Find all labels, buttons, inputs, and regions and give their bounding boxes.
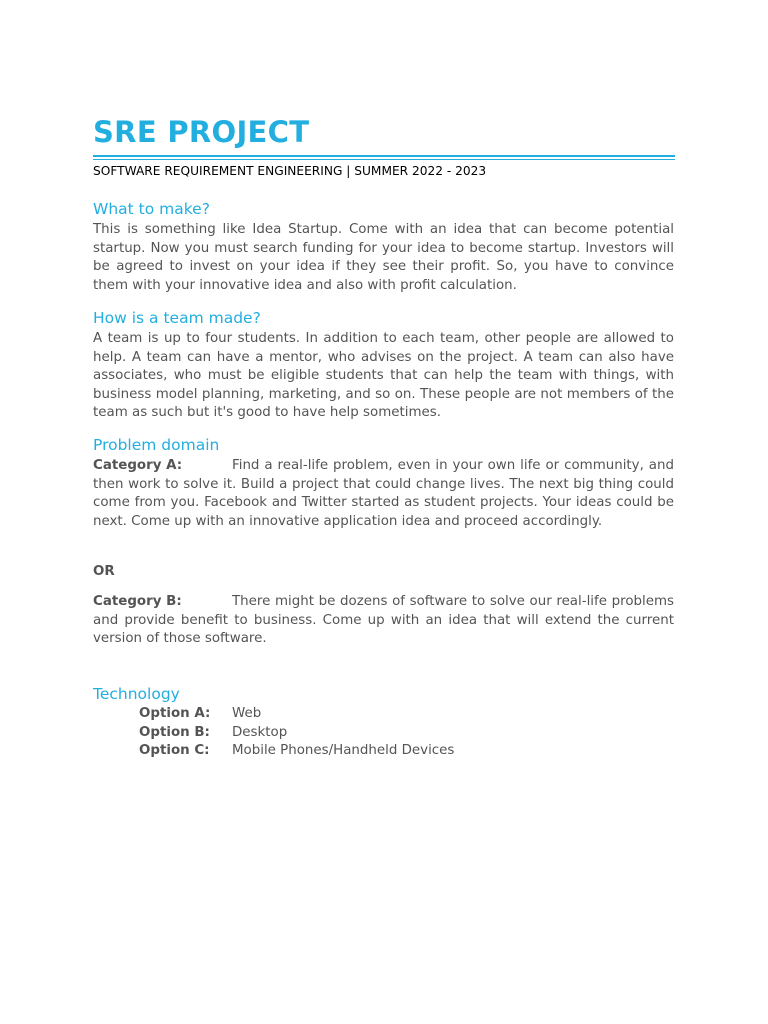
option-label: Option A: bbox=[139, 706, 211, 721]
option-value: Mobile Phones/Handheld Devices bbox=[232, 743, 455, 759]
category-a-label: Category A: bbox=[93, 458, 183, 473]
title-rule-thin bbox=[93, 159, 675, 160]
heading-technology: Technology bbox=[93, 685, 180, 703]
or-separator: OR bbox=[93, 564, 115, 579]
category-b-label: Category B: bbox=[93, 594, 182, 609]
technology-options-list bbox=[139, 705, 454, 761]
paragraph-category-a bbox=[93, 457, 674, 531]
heading-problem-domain: Problem domain bbox=[93, 436, 220, 454]
paragraph-what-to-make: This is something like Idea Startup. Come with an idea that can become potential startup. Now you must search funding for your idea to become startup. Investors will be agreed to invest on your idea if they see their profit. So, you have to convince them with your innovative idea and also with profit calculation. bbox=[93, 222, 674, 293]
technology-option-b bbox=[139, 724, 454, 743]
technology-option-c bbox=[139, 742, 454, 761]
document-title: SRE PROJECT bbox=[93, 115, 310, 149]
option-label: Option C: bbox=[139, 743, 210, 759]
heading-team: How is a team made? bbox=[93, 309, 261, 327]
title-rule-thick bbox=[93, 155, 675, 157]
paragraph-category-b bbox=[93, 593, 674, 649]
category-a-text: Find a real-life problem, even in your own life or community, and then work to solve it. Build a project that could change lives. The next big thing could come from you. Facebook and Twitter started as student projects. Your ideas could be next. Come up with an innovative application idea and proceed accordingly. bbox=[93, 458, 674, 529]
option-value: Desktop bbox=[232, 724, 288, 740]
option-value: Web bbox=[232, 706, 262, 721]
category-b-text: There might be dozens of software to solve our real-life problems and provide benefit to business. Come up with an idea that will extend the current version of those software. bbox=[93, 594, 674, 647]
option-label: Option B: bbox=[139, 724, 210, 740]
paragraph-team: A team is up to four students. In addition to each team, other people are allowed to help. A team can have a mentor, who advises on the project. A team can also have associates, who must be eligible students that can help the team with things, with business model planning, marketing, and so on. These people are not members of the team as such but it's good to have help sometimes. bbox=[93, 331, 674, 421]
technology-option-a bbox=[139, 705, 454, 724]
heading-what-to-make: What to make? bbox=[93, 200, 210, 218]
document-subtitle: SOFTWARE REQUIREMENT ENGINEERING | SUMMER 2022 - 2023 bbox=[93, 164, 487, 178]
